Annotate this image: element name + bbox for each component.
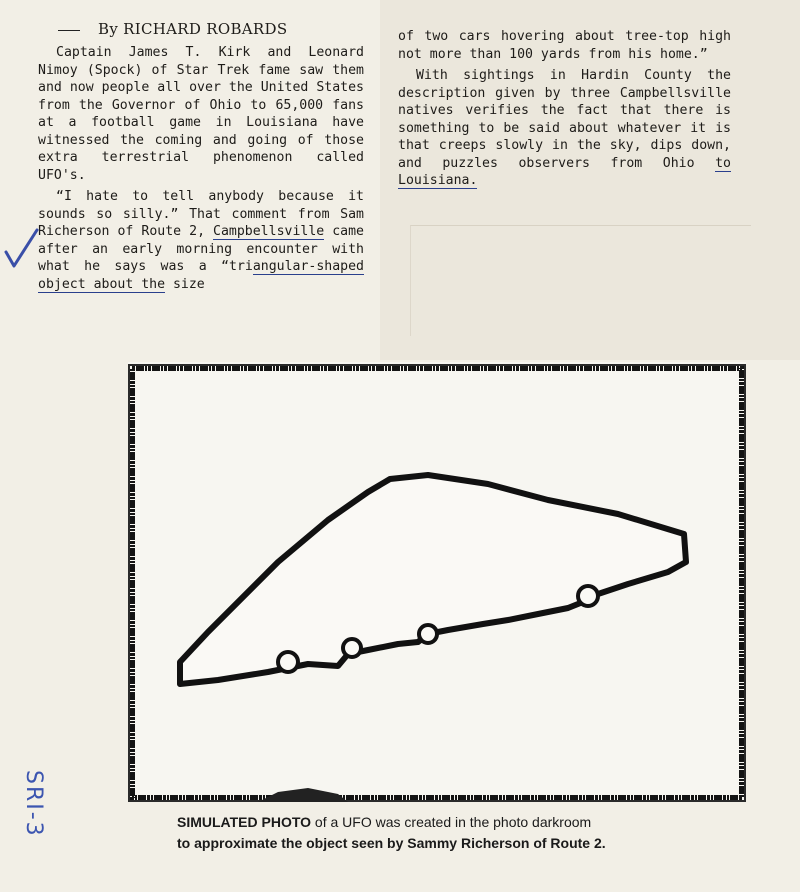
checkmark-icon bbox=[4, 226, 40, 272]
handwritten-margin-note: SRI-3 bbox=[21, 770, 46, 838]
caption-line-1-rest: of a UFO was created in the photo darkroom bbox=[311, 814, 592, 830]
caption-line-2: to approximate the object seen by Sammy Richerson of Route 2. bbox=[177, 835, 606, 851]
paragraph-hardin-county bbox=[398, 67, 731, 190]
caption-bold-lead: SIMULATED PHOTO bbox=[177, 814, 312, 830]
article-left-column bbox=[38, 44, 364, 297]
caption-line-1 bbox=[177, 812, 757, 833]
quote-text-mid: came after an early morning encounter with what he says was a “tri bbox=[38, 224, 364, 274]
underlined-campbellsville: Campbellsville bbox=[213, 224, 325, 239]
faded-clipping-outline bbox=[410, 225, 751, 336]
paragraph-continued: of two cars hovering about tree-top high not more than 100 yards from his home.” bbox=[398, 29, 731, 62]
byline bbox=[58, 20, 287, 38]
byline-dash bbox=[58, 30, 80, 31]
simulated-ufo-photo bbox=[128, 362, 746, 802]
hardin-text: With sightings in Hardin County the description given by three Campbellsville natives verifies the fact that there is something to be said about whatever it is that creeps slowly in the sky, dips down, and puzzles observers from Ohio bbox=[398, 68, 731, 171]
quote-text-start: “I hate to tell anybody because it sounds so silly.” That comment from Sam Richerson of Route 2, bbox=[38, 189, 364, 239]
quote-text-end: size bbox=[165, 276, 205, 292]
byline-text: By RICHARD ROBARDS bbox=[98, 20, 288, 38]
underlined-louisiana: to Louisiana. bbox=[398, 155, 731, 188]
photo-caption bbox=[177, 812, 757, 854]
paragraph-quote bbox=[38, 188, 364, 293]
underlined-triangular-shape: angular-shaped object about the bbox=[38, 259, 364, 292]
article-right-column bbox=[398, 28, 731, 194]
paragraph-intro: Captain James T. Kirk and Leonard Nimoy (Spock) of Star Trek fame saw them and now people all over the United States from the Governor of Ohio to 65,000 fans at a football game in Louisiana have witnessed the coming and going of those extra terrestrial phenomenon called UFO's. bbox=[38, 45, 364, 183]
